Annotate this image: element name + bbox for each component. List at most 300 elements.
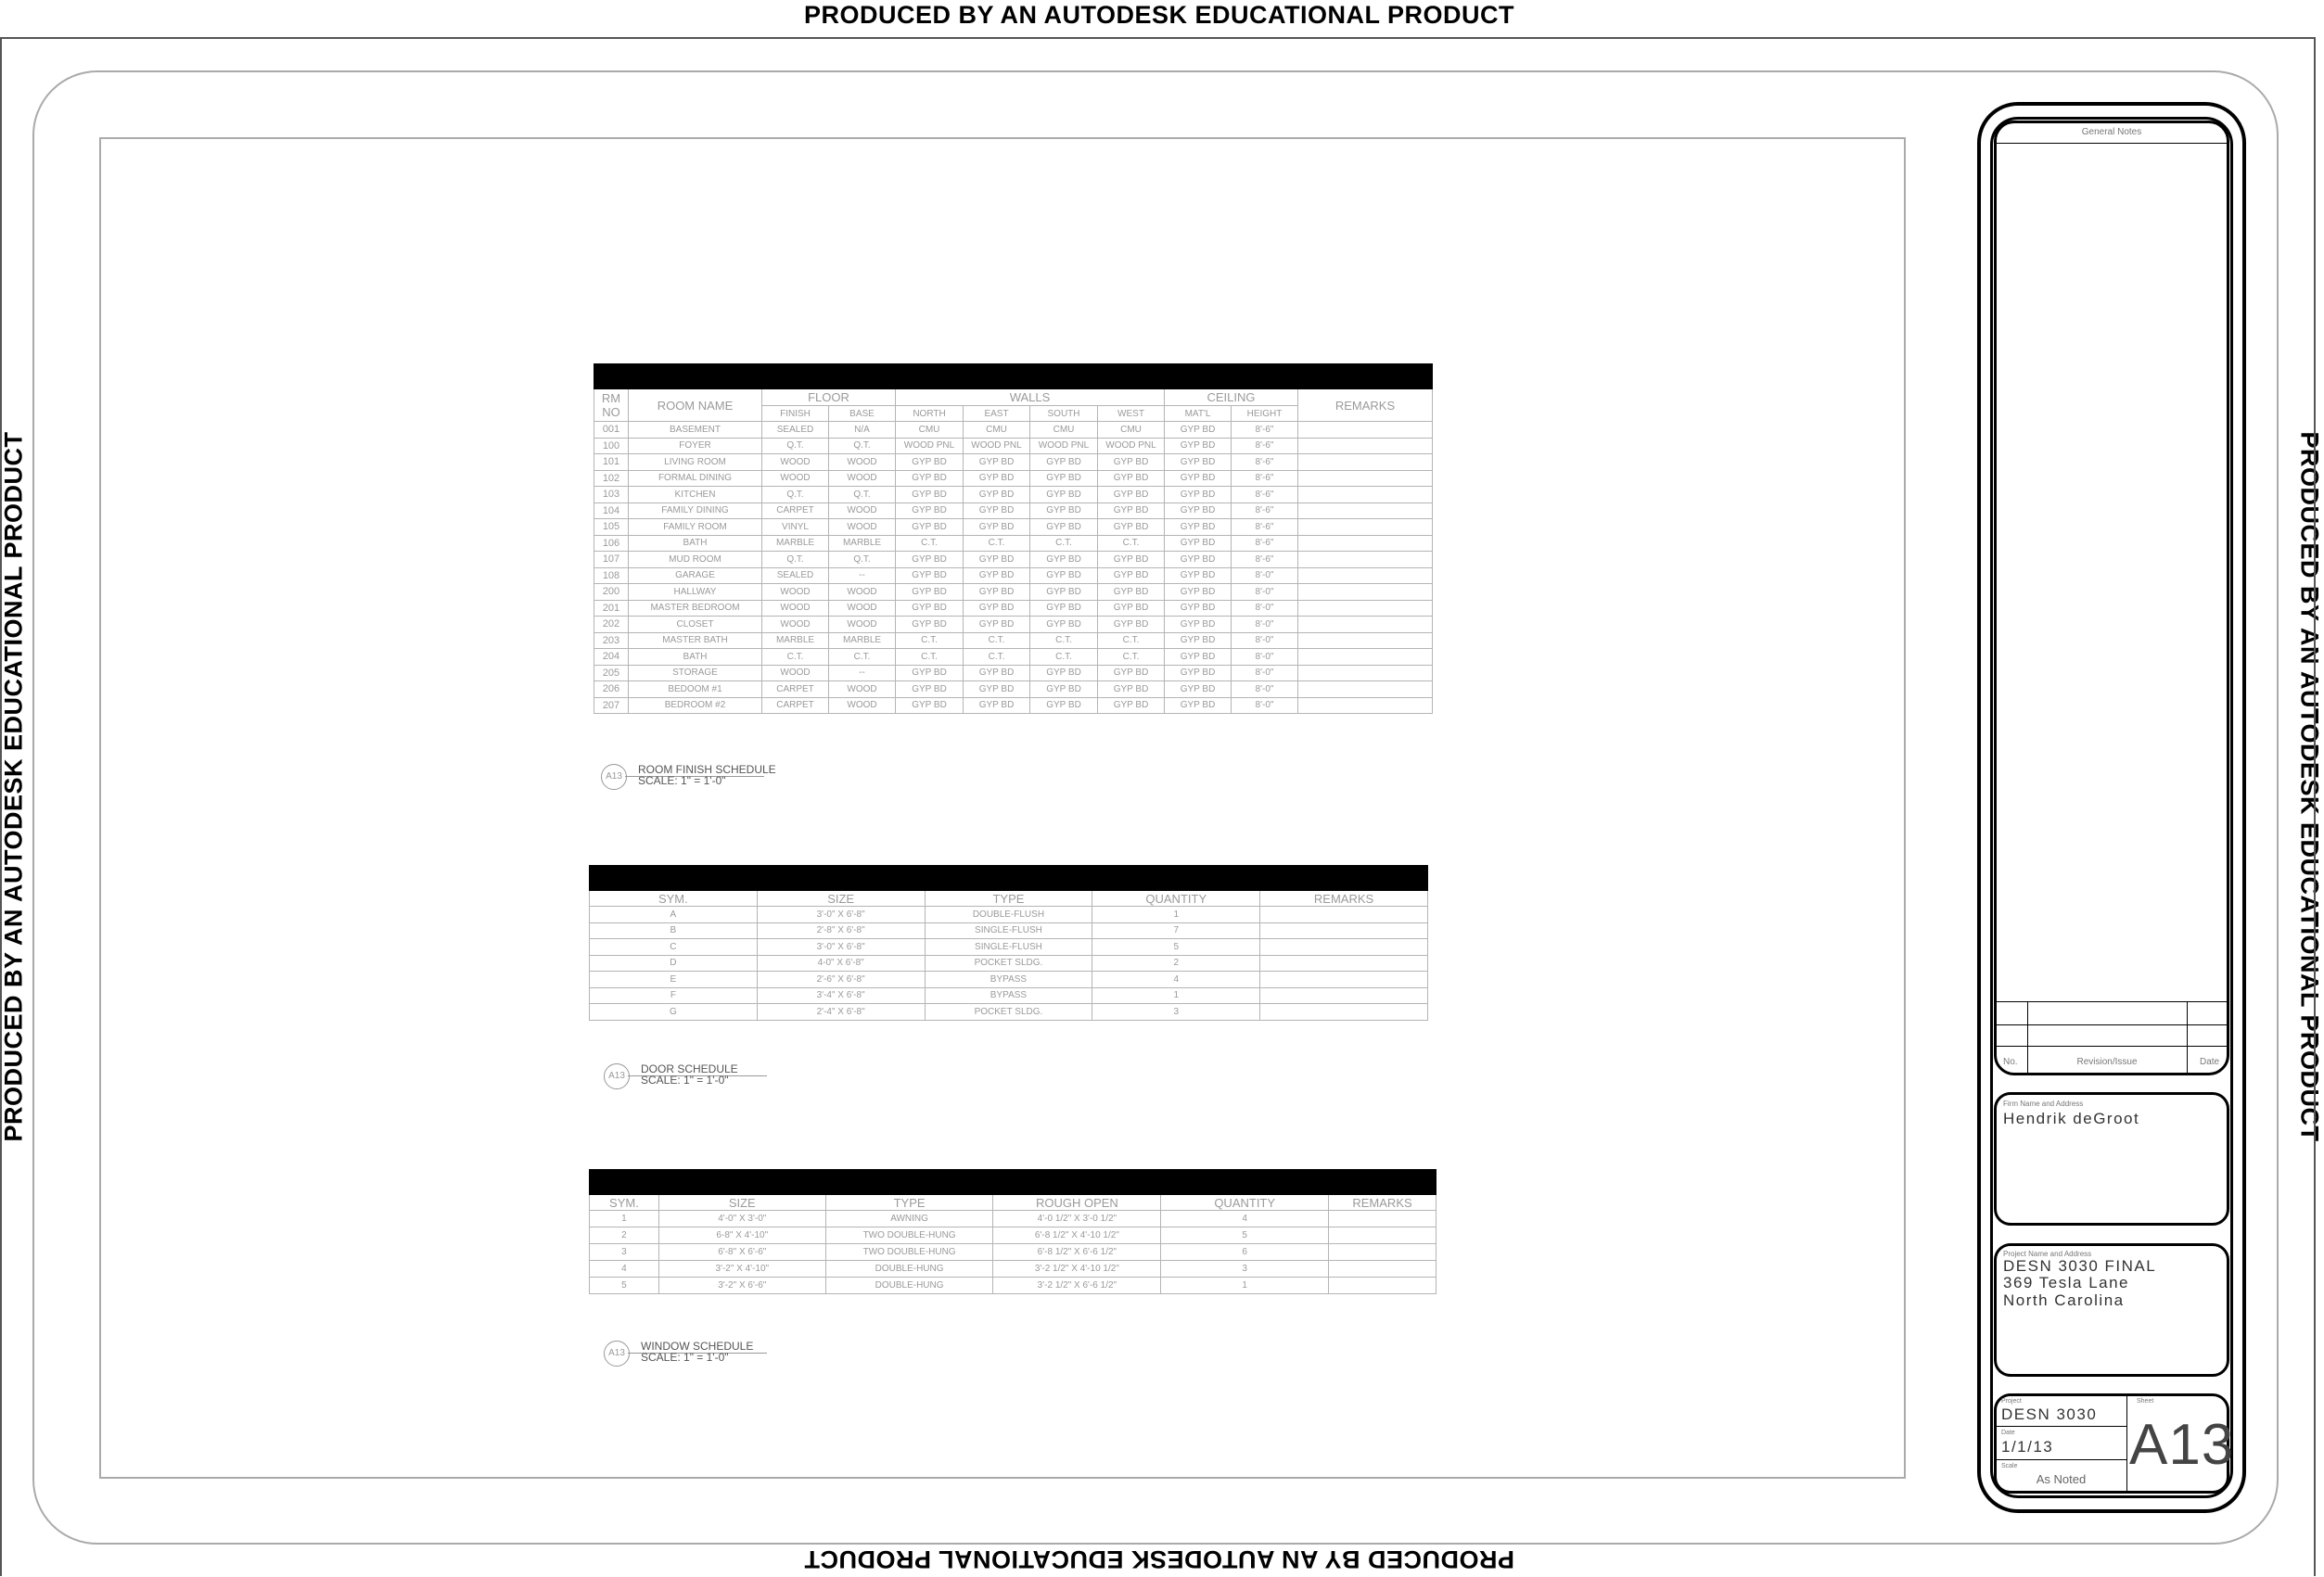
wall-north-cell: GYP BD [896, 487, 964, 503]
wall-north-cell: C.T. [896, 649, 964, 666]
floor-finish-cell: SEALED [762, 422, 829, 439]
quantity-cell: 5 [1161, 1227, 1329, 1244]
ceiling-height-cell: 8'-0" [1232, 600, 1298, 617]
sheet-reference-bubble: A13 [604, 1341, 630, 1367]
sym-cell: D [590, 955, 758, 972]
table-row [590, 922, 1428, 939]
floor-finish-cell: MARBLE [762, 535, 829, 552]
wall-east-cell: GYP BD [964, 697, 1030, 714]
remarks-cell [1260, 907, 1428, 923]
sym-cell: B [590, 922, 758, 939]
remarks-cell [1298, 567, 1433, 584]
wall-north-cell: CMU [896, 422, 964, 439]
quantity-cell: 4 [1161, 1211, 1329, 1227]
room-name-header: ROOM NAME [629, 389, 762, 422]
rough-open-cell: 3'-2 1/2" X 4'-10 1/2" [993, 1261, 1161, 1278]
wall-north-cell: GYP BD [896, 519, 964, 536]
wall-east-cell: GYP BD [964, 681, 1030, 698]
rm-no-cell: 101 [594, 454, 629, 471]
wall-north-cell: GYP BD [896, 600, 964, 617]
ceiling-height-cell: 8'-6" [1232, 422, 1298, 439]
revision-no-label: No. [2003, 1057, 2018, 1067]
size-cell: 3'-2" X 4'-10" [658, 1261, 825, 1278]
size-header: SIZE [757, 891, 925, 907]
watermark-left: PRODUCED BY AN AUTODESK EDUCATIONAL PRODUCT [0, 431, 28, 1142]
walls-header: WALLS [896, 389, 1165, 406]
remarks-cell [1298, 487, 1433, 503]
wall-south-cell: WOOD PNL [1030, 438, 1098, 454]
watermark-right: PRODUCED BY AN AUTODESK EDUCATIONAL PRODUCT [2295, 431, 2324, 1142]
revision-line-3 [1996, 1046, 2228, 1047]
wall-west-cell: GYP BD [1098, 502, 1165, 519]
remarks-header: REMARKS [1298, 389, 1433, 422]
table-row [590, 1227, 1437, 1244]
wall-west-cell: C.T. [1098, 535, 1165, 552]
sym-cell: 5 [590, 1278, 659, 1294]
remarks-cell [1298, 454, 1433, 471]
size-cell: 3'-4" X 6'-8" [757, 987, 925, 1004]
wall-south-cell: CMU [1030, 422, 1098, 439]
callout-scale: SCALE: 1" = 1'-0" [641, 1351, 729, 1364]
wall-north-cell: GYP BD [896, 454, 964, 471]
size-cell: 4'-0" X 3'-0" [658, 1211, 825, 1227]
remarks-cell [1260, 922, 1428, 939]
remarks-cell [1298, 649, 1433, 666]
ceiling-matl-cell: GYP BD [1165, 584, 1232, 601]
floor-finish-cell: MARBLE [762, 632, 829, 649]
floor-base-cell: Q.T. [829, 487, 896, 503]
table-row [590, 939, 1428, 956]
table-row [594, 649, 1433, 666]
matl-header: MAT'L [1165, 406, 1232, 422]
size-cell: 6'-8" X 6'-6" [658, 1244, 825, 1261]
wall-north-cell: GYP BD [896, 584, 964, 601]
table-row [594, 567, 1433, 584]
quantity-cell: 4 [1092, 972, 1260, 988]
room-name-cell: BASEMENT [629, 422, 762, 439]
floor-finish-cell: CARPET [762, 681, 829, 698]
wall-south-cell: GYP BD [1030, 552, 1098, 568]
type-cell: DOUBLE-FLUSH [925, 907, 1092, 923]
quantity-cell: 5 [1092, 939, 1260, 956]
ceiling-height-cell: 8'-6" [1232, 470, 1298, 487]
room-name-cell: KITCHEN [629, 487, 762, 503]
rm-no-cell: 204 [594, 649, 629, 666]
table-row [594, 502, 1433, 519]
remarks-cell [1298, 665, 1433, 681]
firm-name: Hendrik deGroot [2003, 1110, 2140, 1127]
floor-base-cell: -- [829, 665, 896, 681]
schedule-title-bar [594, 364, 1433, 389]
wall-south-cell: GYP BD [1030, 519, 1098, 536]
wall-west-cell: GYP BD [1098, 487, 1165, 503]
floor-finish-cell: Q.T. [762, 438, 829, 454]
wall-east-cell: C.T. [964, 649, 1030, 666]
ceiling-matl-cell: GYP BD [1165, 552, 1232, 568]
remarks-header: REMARKS [1260, 891, 1428, 907]
remarks-cell [1298, 552, 1433, 568]
room-name-cell: FOYER [629, 438, 762, 454]
callout-title: DOOR SCHEDULE [641, 1062, 738, 1075]
scale-value: As Noted [2036, 1472, 2087, 1486]
floor-base-cell: WOOD [829, 470, 896, 487]
wall-west-cell: GYP BD [1098, 552, 1165, 568]
table-row [594, 665, 1433, 681]
ceiling-header: CEILING [1165, 389, 1298, 406]
remarks-cell [1298, 584, 1433, 601]
floor-finish-cell: SEALED [762, 567, 829, 584]
size-cell: 2'-4" X 6'-8" [757, 1004, 925, 1021]
wall-east-cell: GYP BD [964, 584, 1030, 601]
schedule-title-bar [590, 1170, 1437, 1195]
floor-base-cell: MARBLE [829, 632, 896, 649]
sym-cell: A [590, 907, 758, 923]
ceiling-matl-cell: GYP BD [1165, 649, 1232, 666]
floor-base-cell: WOOD [829, 681, 896, 698]
sym-header: SYM. [590, 1195, 659, 1211]
room-name-cell: MASTER BATH [629, 632, 762, 649]
floor-base-cell: C.T. [829, 649, 896, 666]
sheet-reference-bubble: A13 [601, 764, 627, 790]
sym-cell: C [590, 939, 758, 956]
revision-col-2 [2187, 1001, 2188, 1074]
type-cell: SINGLE-FLUSH [925, 939, 1092, 956]
project-state: North Carolina [2003, 1291, 2125, 1309]
table-row [590, 1211, 1437, 1227]
wall-east-cell: GYP BD [964, 567, 1030, 584]
wall-south-cell: GYP BD [1030, 665, 1098, 681]
floor-base-cell: MARBLE [829, 535, 896, 552]
rm-no-cell: 206 [594, 681, 629, 698]
wall-east-cell: C.T. [964, 535, 1030, 552]
table-row [594, 422, 1433, 439]
wall-east-cell: GYP BD [964, 665, 1030, 681]
quantity-header: QUANTITY [1092, 891, 1260, 907]
ceiling-height-cell: 8'-6" [1232, 438, 1298, 454]
ceiling-matl-cell: GYP BD [1165, 617, 1232, 633]
table-row [590, 1244, 1437, 1261]
type-cell: POCKET SLDG. [925, 955, 1092, 972]
wall-west-cell: CMU [1098, 422, 1165, 439]
callout-scale: SCALE: 1" = 1'-0" [641, 1074, 729, 1087]
quantity-cell: 1 [1161, 1278, 1329, 1294]
wall-south-cell: GYP BD [1030, 487, 1098, 503]
ceiling-matl-cell: GYP BD [1165, 519, 1232, 536]
size-cell: 4-0" X 6'-8" [757, 955, 925, 972]
floor-finish-cell: VINYL [762, 519, 829, 536]
sheet-divider [2126, 1395, 2127, 1492]
ceiling-matl-cell: GYP BD [1165, 438, 1232, 454]
floor-finish-cell: WOOD [762, 665, 829, 681]
remarks-cell [1298, 502, 1433, 519]
room-name-cell: LIVING ROOM [629, 454, 762, 471]
table-row [594, 584, 1433, 601]
north-header: NORTH [896, 406, 964, 422]
project-name: DESN 3030 FINAL [2003, 1257, 2157, 1275]
table-row [594, 681, 1433, 698]
ceiling-height-cell: 8'-0" [1232, 632, 1298, 649]
callout-scale: SCALE: 1" = 1'-0" [638, 774, 726, 787]
remarks-cell [1298, 470, 1433, 487]
table-row [594, 470, 1433, 487]
wall-north-cell: GYP BD [896, 681, 964, 698]
rough-open-cell: 6'-8 1/2" X 4'-10 1/2" [993, 1227, 1161, 1244]
notes-header-line [1996, 143, 2228, 144]
schedule-title-bar [590, 866, 1428, 891]
rm-no-cell: 103 [594, 487, 629, 503]
wall-west-cell: GYP BD [1098, 584, 1165, 601]
wall-north-cell: GYP BD [896, 665, 964, 681]
rm-no-header: RM NO [594, 389, 629, 422]
project-info-label: Project Name and Address [2003, 1250, 2092, 1258]
rm-no-cell: 106 [594, 535, 629, 552]
finish-header: FINISH [762, 406, 829, 422]
wall-east-cell: GYP BD [964, 470, 1030, 487]
floor-finish-cell: Q.T. [762, 552, 829, 568]
wall-west-cell: C.T. [1098, 649, 1165, 666]
wall-north-cell: GYP BD [896, 697, 964, 714]
floor-base-cell: N/A [829, 422, 896, 439]
scale-label: Scale [2001, 1463, 2018, 1469]
wall-east-cell: GYP BD [964, 519, 1030, 536]
ceiling-height-cell: 8'-6" [1232, 502, 1298, 519]
ceiling-matl-cell: GYP BD [1165, 665, 1232, 681]
wall-east-cell: CMU [964, 422, 1030, 439]
wall-east-cell: GYP BD [964, 552, 1030, 568]
floor-finish-cell: WOOD [762, 600, 829, 617]
remarks-cell [1260, 939, 1428, 956]
rm-no-cell: 202 [594, 617, 629, 633]
floor-base-cell: WOOD [829, 697, 896, 714]
wall-west-cell: GYP BD [1098, 665, 1165, 681]
wall-north-cell: C.T. [896, 535, 964, 552]
watermark-bottom: PRODUCED BY AN AUTODESK EDUCATIONAL PRODUCT [803, 1545, 1515, 1573]
wall-south-cell: GYP BD [1030, 502, 1098, 519]
quantity-cell: 2 [1092, 955, 1260, 972]
wall-south-cell: C.T. [1030, 632, 1098, 649]
room-name-cell: BEDROOM #2 [629, 697, 762, 714]
rm-no-cell: 205 [594, 665, 629, 681]
floor-base-cell: WOOD [829, 600, 896, 617]
size-cell: 3'-2" X 6'-6" [658, 1278, 825, 1294]
wall-east-cell: WOOD PNL [964, 438, 1030, 454]
floor-finish-cell: CARPET [762, 502, 829, 519]
rough-open-header: ROUGH OPEN [993, 1195, 1161, 1211]
wall-east-cell: GYP BD [964, 502, 1030, 519]
ceiling-height-cell: 8'-0" [1232, 681, 1298, 698]
wall-west-cell: GYP BD [1098, 519, 1165, 536]
wall-north-cell: WOOD PNL [896, 438, 964, 454]
revision-line-2 [1996, 1024, 2228, 1025]
revision-date-label: Date [2200, 1057, 2220, 1067]
room-name-cell: MUD ROOM [629, 552, 762, 568]
wall-north-cell: GYP BD [896, 502, 964, 519]
type-cell: POCKET SLDG. [925, 1004, 1092, 1021]
rm-no-cell: 104 [594, 502, 629, 519]
rm-no-cell: 107 [594, 552, 629, 568]
floor-base-cell: -- [829, 567, 896, 584]
ceiling-height-cell: 8'-0" [1232, 697, 1298, 714]
floor-finish-cell: C.T. [762, 649, 829, 666]
window-schedule [589, 1169, 1437, 1294]
floor-base-cell: WOOD [829, 617, 896, 633]
rough-open-cell: 4'-0 1/2" X 3'-0 1/2" [993, 1211, 1161, 1227]
room-name-cell: GARAGE [629, 567, 762, 584]
wall-west-cell: WOOD PNL [1098, 438, 1165, 454]
table-row [594, 632, 1433, 649]
table-row [594, 454, 1433, 471]
wall-south-cell: C.T. [1030, 535, 1098, 552]
floor-base-cell: WOOD [829, 454, 896, 471]
type-header: TYPE [925, 891, 1092, 907]
floor-base-cell: Q.T. [829, 438, 896, 454]
rm-no-cell: 201 [594, 600, 629, 617]
remarks-cell [1329, 1227, 1437, 1244]
wall-east-cell: GYP BD [964, 454, 1030, 471]
floor-base-cell: WOOD [829, 584, 896, 601]
room-finish-schedule [594, 363, 1433, 714]
project-value: DESN 3030 [2001, 1405, 2098, 1423]
remarks-cell [1298, 632, 1433, 649]
floor-finish-cell: WOOD [762, 454, 829, 471]
table-row [590, 907, 1428, 923]
table-row [594, 697, 1433, 714]
wall-west-cell: GYP BD [1098, 600, 1165, 617]
type-cell: SINGLE-FLUSH [925, 922, 1092, 939]
type-cell: BYPASS [925, 972, 1092, 988]
floor-base-cell: WOOD [829, 502, 896, 519]
sym-cell: 1 [590, 1211, 659, 1227]
project-street: 369 Tesla Lane [2003, 1274, 2130, 1291]
quantity-cell: 3 [1161, 1261, 1329, 1278]
remarks-cell [1260, 987, 1428, 1004]
date-value: 1/1/13 [2001, 1438, 2054, 1456]
sym-header: SYM. [590, 891, 758, 907]
wall-west-cell: GYP BD [1098, 567, 1165, 584]
project-label: Project [2001, 1398, 2022, 1405]
wall-east-cell: C.T. [964, 632, 1030, 649]
ceiling-matl-cell: GYP BD [1165, 632, 1232, 649]
remarks-cell [1298, 600, 1433, 617]
ceiling-matl-cell: GYP BD [1165, 567, 1232, 584]
ceiling-height-cell: 8'-0" [1232, 649, 1298, 666]
rm-no-cell: 001 [594, 422, 629, 439]
rough-open-cell: 6'-8 1/2" X 6'-6 1/2" [993, 1244, 1161, 1261]
general-notes-box [1994, 121, 2229, 1075]
wall-west-cell: GYP BD [1098, 617, 1165, 633]
wall-west-cell: GYP BD [1098, 697, 1165, 714]
rm-no-cell: 100 [594, 438, 629, 454]
room-name-cell: FORMAL DINING [629, 470, 762, 487]
sheet-reference-bubble: A13 [604, 1063, 630, 1089]
rough-open-cell: 3'-2 1/2" X 6'-6 1/2" [993, 1278, 1161, 1294]
type-cell: TWO DOUBLE-HUNG [825, 1244, 993, 1261]
sym-cell: F [590, 987, 758, 1004]
wall-north-cell: GYP BD [896, 567, 964, 584]
floor-base-cell: Q.T. [829, 552, 896, 568]
wall-east-cell: GYP BD [964, 617, 1030, 633]
quantity-cell: 7 [1092, 922, 1260, 939]
east-header: EAST [964, 406, 1030, 422]
floor-finish-cell: Q.T. [762, 487, 829, 503]
table-row [590, 1261, 1437, 1278]
remarks-cell [1298, 519, 1433, 536]
remarks-cell [1298, 617, 1433, 633]
watermark-top: PRODUCED BY AN AUTODESK EDUCATIONAL PRODUCT [803, 1, 1515, 29]
firm-label: Firm Name and Address [2003, 1100, 2084, 1108]
wall-west-cell: GYP BD [1098, 454, 1165, 471]
remarks-cell [1298, 697, 1433, 714]
remarks-cell [1298, 422, 1433, 439]
table-row [594, 487, 1433, 503]
room-name-cell: BEDOOM #1 [629, 681, 762, 698]
remarks-cell [1329, 1244, 1437, 1261]
size-cell: 3'-0" X 6'-8" [757, 939, 925, 956]
ceiling-height-cell: 8'-6" [1232, 552, 1298, 568]
table-row [590, 955, 1428, 972]
table-row [594, 519, 1433, 536]
wall-south-cell: C.T. [1030, 649, 1098, 666]
rm-no-cell: 105 [594, 519, 629, 536]
wall-south-cell: GYP BD [1030, 600, 1098, 617]
ceiling-matl-cell: GYP BD [1165, 681, 1232, 698]
wall-south-cell: GYP BD [1030, 567, 1098, 584]
table-row [594, 600, 1433, 617]
remarks-cell [1260, 1004, 1428, 1021]
room-name-cell: BATH [629, 649, 762, 666]
floor-finish-cell: WOOD [762, 470, 829, 487]
quantity-header: QUANTITY [1161, 1195, 1329, 1211]
ceiling-matl-cell: GYP BD [1165, 454, 1232, 471]
remarks-cell [1260, 955, 1428, 972]
south-header: SOUTH [1030, 406, 1098, 422]
wall-west-cell: GYP BD [1098, 470, 1165, 487]
west-header: WEST [1098, 406, 1165, 422]
rm-no-cell: 102 [594, 470, 629, 487]
size-cell: 6-8" X 4'-10" [658, 1227, 825, 1244]
date-row-line [1996, 1459, 2126, 1460]
sym-cell: 4 [590, 1261, 659, 1278]
sym-cell: E [590, 972, 758, 988]
wall-south-cell: GYP BD [1030, 470, 1098, 487]
type-cell: AWNING [825, 1211, 993, 1227]
wall-south-cell: GYP BD [1030, 697, 1098, 714]
callout-title: ROOM FINISH SCHEDULE [638, 763, 776, 776]
table-row [590, 972, 1428, 988]
type-cell: DOUBLE-HUNG [825, 1261, 993, 1278]
table-row [594, 535, 1433, 552]
floor-finish-cell: WOOD [762, 584, 829, 601]
size-cell: 2'-6" X 6'-8" [757, 972, 925, 988]
ceiling-matl-cell: GYP BD [1165, 697, 1232, 714]
wall-south-cell: GYP BD [1030, 454, 1098, 471]
table-row [590, 987, 1428, 1004]
room-name-cell: FAMILY DINING [629, 502, 762, 519]
remarks-cell [1260, 972, 1428, 988]
type-cell: DOUBLE-HUNG [825, 1278, 993, 1294]
ceiling-height-cell: 8'-6" [1232, 454, 1298, 471]
quantity-cell: 1 [1092, 907, 1260, 923]
project-row-line [1996, 1426, 2126, 1427]
revision-issue-label: Revision/Issue [2076, 1057, 2138, 1067]
table-row [594, 438, 1433, 454]
size-header: SIZE [658, 1195, 825, 1211]
general-notes-label: General Notes [2081, 127, 2142, 137]
ceiling-height-cell: 8'-0" [1232, 617, 1298, 633]
quantity-cell: 3 [1092, 1004, 1260, 1021]
room-name-cell: FAMILY ROOM [629, 519, 762, 536]
sym-cell: 2 [590, 1227, 659, 1244]
